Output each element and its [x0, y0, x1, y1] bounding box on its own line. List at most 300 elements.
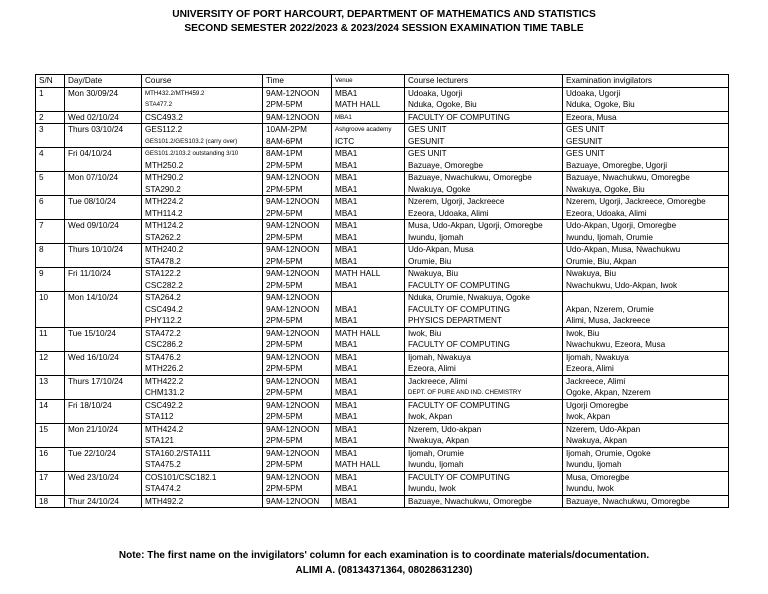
cell-invigilators-line: Nwakuya, Ogoke, Biu — [566, 184, 645, 194]
cell-sn: 10 — [36, 292, 65, 328]
cell-venue — [332, 292, 405, 328]
cell-invigilators-line: Udo-Akpan, Musa, Nwachukwu — [566, 245, 681, 254]
cell-lecturers — [405, 327, 563, 351]
column-header-sn: S/N — [36, 75, 65, 88]
cell-time — [263, 124, 332, 148]
cell-lecturers-line: DEPT. OF PURE AND IND. CHEMISTRY — [408, 389, 522, 396]
cell-course-line: STA262.2 — [145, 232, 181, 242]
cell-course-line: STA476.2 — [145, 352, 181, 362]
cell-time — [263, 327, 332, 351]
cell-course-line: STA112 — [145, 412, 174, 421]
cell-sn: 8 — [36, 244, 65, 268]
cell-venue-line: MBA1 — [335, 316, 358, 325]
cell-time-line: 2PM-5PM — [266, 256, 303, 266]
cell-venue-line: MATH HALL — [335, 328, 381, 338]
table-row — [36, 447, 729, 471]
cell-venue-line: MBA1 — [335, 424, 358, 434]
cell-lecturers-line: FACULTY OF COMPUTING — [408, 112, 511, 122]
cell-venue-line: MATH HALL — [335, 269, 381, 278]
cell-lecturers-line: Nwakuya, Ogoke — [408, 184, 471, 194]
cell-invigilators-line: Musa, Omoregbe — [566, 472, 630, 482]
cell-lecturers-line: Nwakuya, Akpan — [408, 436, 469, 445]
cell-venue — [332, 423, 405, 447]
cell-invigilators-line: Iwok, Akpan — [566, 412, 611, 421]
cell-venue-line: MBA1 — [335, 304, 358, 314]
table-row — [36, 375, 729, 399]
cell-course-line: CSC286.2 — [145, 340, 183, 349]
table-row — [36, 244, 729, 268]
cell-time-line: 2PM-5PM — [266, 100, 303, 109]
cell-lecturers-line: Iwok, Biu — [408, 328, 442, 338]
cell-venue-line: MATH HALL — [335, 460, 381, 469]
table-header-row — [36, 75, 729, 88]
cell-time-line: 2PM-5PM — [266, 184, 303, 194]
cell-lecturers-line: Bazuaye, Nwachukwu, Omoregbe — [408, 496, 532, 506]
cell-course — [142, 375, 263, 399]
cell-date: Mon 30/09/24 — [65, 87, 142, 111]
cell-course-line: STA477.2 — [145, 101, 173, 108]
cell-invigilators-line: Ezeora, Alimi — [566, 364, 614, 373]
table-row — [36, 148, 729, 172]
cell-venue-line: MBA1 — [335, 496, 358, 506]
cell-sn: 13 — [36, 375, 65, 399]
cell-course-line: MTH432.2/MTH459.2 — [145, 89, 205, 97]
cell-course — [142, 124, 263, 148]
table-row — [36, 423, 729, 447]
cell-time — [263, 423, 332, 447]
cell-venue-line: MBA1 — [335, 197, 358, 206]
cell-course — [142, 148, 263, 172]
table-row — [36, 124, 729, 148]
cell-date: Wed 16/10/24 — [65, 351, 142, 375]
cell-course-line: STA264.2 — [145, 293, 181, 302]
cell-time-line: 2PM-5PM — [266, 388, 303, 397]
cell-invigilators — [563, 351, 729, 375]
cell-invigilators-line: Ijomah, Orumie, Ogoke — [566, 448, 651, 458]
cell-invigilators-line: Orumie, Biu, Akpan — [566, 256, 637, 266]
cell-sn: 4 — [36, 148, 65, 172]
cell-course-line: STA121 — [145, 436, 174, 445]
cell-course — [142, 111, 263, 124]
column-header-date: Day/Date — [65, 75, 142, 88]
cell-lecturers-line: Ijomah, Orumie — [408, 448, 464, 458]
cell-course-line: PHY112.2 — [145, 316, 182, 325]
cell-time — [263, 148, 332, 172]
cell-course-line: GES101.2/GES103.2 (carry over) — [145, 137, 238, 145]
cell-sn: 17 — [36, 471, 65, 495]
cell-invigilators — [563, 471, 729, 495]
cell-lecturers — [405, 375, 563, 399]
table-row — [36, 351, 729, 375]
cell-course — [142, 220, 263, 244]
cell-course-line: CSC494.2 — [145, 304, 183, 314]
cell-venue-line: Ashgroove academy — [335, 126, 392, 133]
cell-invigilators — [563, 220, 729, 244]
cell-course — [142, 172, 263, 196]
cell-invigilators-line: Nwakuya, Biu — [566, 269, 617, 278]
cell-invigilators — [563, 495, 729, 508]
cell-time-line: 2PM-5PM — [266, 364, 303, 373]
cell-lecturers-line: Iwundu, Iwok — [408, 484, 456, 493]
cell-invigilators-line: Udoaka, Ugorji — [566, 88, 621, 98]
cell-invigilators-line: Nduka, Ogoke, Biu — [566, 100, 635, 109]
cell-venue-line — [335, 292, 404, 304]
cell-venue — [332, 244, 405, 268]
cell-time — [263, 351, 332, 375]
cell-venue — [332, 471, 405, 495]
cell-sn: 18 — [36, 495, 65, 508]
cell-venue-line: MBA1 — [335, 436, 358, 445]
cell-venue-line: MBA1 — [335, 88, 358, 98]
cell-course — [142, 423, 263, 447]
cell-lecturers-line: Udo-Akpan, Musa — [408, 245, 474, 254]
cell-sn: 14 — [36, 399, 65, 423]
cell-time — [263, 244, 332, 268]
cell-venue-line: MBA1 — [335, 221, 358, 230]
cell-time-line: 2PM-5PM — [266, 412, 303, 421]
cell-time-line: 9AM-12NOON — [266, 352, 320, 362]
cell-lecturers-line: GES UNIT — [408, 125, 447, 134]
cell-invigilators-line: GES UNIT — [566, 125, 605, 134]
cell-invigilators — [563, 268, 729, 292]
cell-venue — [332, 351, 405, 375]
cell-course-line: CHM131.2 — [145, 388, 185, 397]
cell-time-line: 9AM-12NOON — [266, 448, 320, 458]
cell-course-line: MTH424.2 — [145, 424, 184, 434]
cell-time-line: 2PM-5PM — [266, 316, 303, 325]
table-row — [36, 495, 729, 508]
column-header-invigilators: Examination invigilators — [563, 75, 729, 88]
cell-venue — [332, 268, 405, 292]
cell-time — [263, 268, 332, 292]
cell-invigilators-line: Ezeora, Musa — [566, 112, 617, 122]
cell-venue-line: MBA1 — [335, 472, 358, 482]
cell-course-line: STA478.2 — [145, 256, 181, 266]
cell-date: Wed 23/10/24 — [65, 471, 142, 495]
cell-invigilators-line: Udo-Akpan, Ugorji, Omoregbe — [566, 221, 677, 230]
column-header-lecturers: Course lecturers — [405, 75, 563, 88]
cell-venue-line: MBA1 — [335, 256, 358, 266]
cell-venue-line: MBA1 — [335, 352, 358, 362]
cell-time-line: 9AM-12NOON — [266, 304, 320, 314]
cell-course-line: STA475.2 — [145, 460, 181, 469]
column-header-venue: Venue — [332, 75, 405, 88]
cell-time-line: 2PM-5PM — [266, 460, 303, 469]
cell-course — [142, 268, 263, 292]
cell-time-line: 9AM-12NOON — [266, 197, 320, 206]
table-row — [36, 220, 729, 244]
cell-date: Thur 24/10/24 — [65, 495, 142, 508]
cell-course-line: MTH492.2 — [145, 496, 184, 506]
cell-time-line: 9AM-12NOON — [266, 400, 320, 410]
cell-lecturers — [405, 471, 563, 495]
cell-course — [142, 447, 263, 471]
cell-invigilators — [563, 399, 729, 423]
cell-lecturers — [405, 148, 563, 172]
cell-course — [142, 327, 263, 351]
cell-venue — [332, 220, 405, 244]
cell-invigilators-line — [566, 292, 728, 304]
cell-time-line: 2PM-5PM — [266, 160, 303, 170]
cell-date: Thurs 10/10/24 — [65, 244, 142, 268]
cell-invigilators-line: Bazuaye, Omoregbe, Ugorji — [566, 160, 668, 170]
cell-lecturers — [405, 495, 563, 508]
cell-date: Fri 04/10/24 — [65, 148, 142, 172]
cell-invigilators-line: Iwundu, Ijomah — [566, 460, 622, 469]
cell-invigilators — [563, 327, 729, 351]
cell-course-line: CSC492.2 — [145, 400, 183, 410]
cell-sn: 15 — [36, 423, 65, 447]
cell-date: Tue 22/10/24 — [65, 447, 142, 471]
cell-lecturers — [405, 423, 563, 447]
cell-time-line: 2PM-5PM — [266, 232, 303, 242]
cell-time-line: 9AM-12NOON — [266, 221, 320, 230]
cell-sn: 1 — [36, 87, 65, 111]
table-row — [36, 292, 729, 328]
cell-time-line: 9AM-12NOON — [266, 496, 320, 506]
cell-lecturers — [405, 111, 563, 124]
cell-time — [263, 292, 332, 328]
cell-course-line: MTH422.2 — [145, 376, 184, 386]
cell-lecturers — [405, 244, 563, 268]
cell-course-line: MTH124.2 — [145, 221, 184, 230]
cell-invigilators-line: Ezeora, Udoaka, Alimi — [566, 208, 647, 218]
cell-invigilators-line: Akpan, Nzerem, Orumie — [566, 304, 654, 314]
cell-invigilators-line: Ijomah, Nwakuya — [566, 352, 629, 362]
cell-time-line: 2PM-5PM — [266, 208, 303, 218]
cell-lecturers — [405, 87, 563, 111]
cell-course — [142, 471, 263, 495]
cell-course — [142, 87, 263, 111]
cell-venue — [332, 124, 405, 148]
cell-date: Mon 21/10/24 — [65, 423, 142, 447]
cell-lecturers-line: Jackreece, Alimi — [408, 376, 468, 386]
table-row — [36, 111, 729, 124]
cell-sn: 5 — [36, 172, 65, 196]
cell-venue-line: MBA1 — [335, 400, 358, 410]
cell-venue — [332, 111, 405, 124]
exam-timetable — [35, 74, 729, 508]
cell-time — [263, 447, 332, 471]
table-row — [36, 327, 729, 351]
cell-time-line: 8AM-1PM — [266, 149, 303, 158]
cell-venue — [332, 87, 405, 111]
cell-venue-line: MBA1 — [335, 149, 358, 158]
cell-date: Fri 11/10/24 — [65, 268, 142, 292]
cell-course-line: MTH226.2 — [145, 364, 184, 373]
cell-lecturers-line: Nzerem, Udo-akpan — [408, 424, 482, 434]
cell-lecturers-line: Iwundu, Ijomah — [408, 232, 464, 242]
cell-venue-line: MBA1 — [335, 448, 358, 458]
cell-course-line: MTH224.2 — [145, 197, 184, 206]
cell-lecturers — [405, 399, 563, 423]
cell-course — [142, 495, 263, 508]
cell-date: Fri 18/10/24 — [65, 399, 142, 423]
cell-lecturers-line: FACULTY OF COMPUTING — [408, 304, 511, 314]
cell-course-line: COS101/CSC182.1 — [145, 472, 217, 482]
footer-signature: ALIMI A. (08134371364, 08028631230) — [295, 565, 473, 576]
cell-lecturers-line: GES UNIT — [408, 149, 447, 158]
cell-invigilators — [563, 292, 729, 328]
cell-invigilators-line: Nzerem, Udo-Akpan — [566, 424, 641, 434]
cell-time — [263, 495, 332, 508]
cell-time-line: 8AM-6PM — [266, 136, 303, 146]
cell-lecturers-line: FACULTY OF COMPUTING — [408, 340, 511, 349]
cell-date: Wed 09/10/24 — [65, 220, 142, 244]
cell-time-line: 9AM-12NOON — [266, 173, 320, 182]
cell-invigilators — [563, 375, 729, 399]
cell-time — [263, 375, 332, 399]
cell-invigilators-line: Bazuaye, Nwachukwu, Omoregbe — [566, 496, 690, 506]
cell-time-line: 2PM-5PM — [266, 436, 303, 445]
table-row — [36, 268, 729, 292]
cell-invigilators — [563, 111, 729, 124]
cell-venue-line: MBA1 — [335, 340, 358, 349]
cell-venue — [332, 172, 405, 196]
cell-lecturers-line: Bazuaye, Omoregbe — [408, 160, 484, 170]
cell-time — [263, 172, 332, 196]
cell-invigilators-line: GES UNIT — [566, 149, 605, 158]
cell-invigilators-line: Iwundu, Iwok — [566, 484, 614, 493]
cell-lecturers-line: Iwundu, Ijomah — [408, 460, 464, 469]
cell-invigilators — [563, 196, 729, 220]
cell-invigilators-line: Iwok, Biu — [566, 328, 600, 338]
cell-lecturers — [405, 268, 563, 292]
cell-venue-line: MATH HALL — [335, 100, 381, 109]
cell-time-line: 2PM-5PM — [266, 484, 303, 493]
cell-venue — [332, 447, 405, 471]
cell-course-line: STA160.2/STA111 — [145, 448, 211, 458]
cell-lecturers-line: Bazuaye, Nwachukwu, Omoregbe — [408, 173, 532, 182]
cell-sn: 9 — [36, 268, 65, 292]
cell-date: Wed 02/10/24 — [65, 111, 142, 124]
cell-sn: 2 — [36, 111, 65, 124]
cell-course — [142, 196, 263, 220]
cell-venue-line: ICTC — [335, 136, 355, 146]
cell-lecturers-line: Iwok, Akpan — [408, 412, 453, 421]
cell-venue-line: MBA1 — [335, 160, 358, 170]
cell-time — [263, 111, 332, 124]
cell-lecturers-line: Ezeora, Udoaka, Alimi — [408, 208, 489, 218]
cell-lecturers-line: Orumie, Biu — [408, 256, 452, 266]
cell-course — [142, 292, 263, 328]
cell-date: Mon 14/10/24 — [65, 292, 142, 328]
cell-time-line: 9AM-12NOON — [266, 328, 320, 338]
cell-invigilators-line: Nwachukwu, Ezeora, Musa — [566, 340, 666, 349]
cell-time-line: 9AM-12NOON — [266, 88, 320, 98]
cell-course-line: GES101.2/103.2 outstanding 3/10 — [145, 150, 239, 157]
cell-course-line: MTH290.2 — [145, 173, 184, 182]
cell-course-line: GES112.2 — [145, 125, 183, 134]
cell-time — [263, 471, 332, 495]
cell-time-line: 10AM-2PM — [266, 125, 307, 134]
cell-date: Thurs 17/10/24 — [65, 375, 142, 399]
cell-lecturers-line: Ezeora, Alimi — [408, 364, 456, 373]
table-row — [36, 87, 729, 111]
cell-invigilators-line: Ugorji Omoregbe — [566, 400, 629, 410]
cell-invigilators-line: Nwachukwu, Udo-Akpan, Iwok — [566, 280, 678, 290]
cell-lecturers — [405, 292, 563, 328]
cell-time — [263, 220, 332, 244]
cell-venue-line: MBA1 — [335, 364, 358, 373]
cell-venue — [332, 495, 405, 508]
cell-invigilators — [563, 124, 729, 148]
cell-date: Thurs 03/10/24 — [65, 124, 142, 148]
cell-course-line: STA472.2 — [145, 328, 181, 338]
cell-invigilators — [563, 423, 729, 447]
cell-time-line: 9AM-12NOON — [266, 269, 320, 278]
cell-course-line: CSC282.2 — [145, 280, 183, 290]
cell-invigilators-line: Nzerem, Ugorji, Jackreece, Omoregbe — [566, 197, 706, 206]
table-row — [36, 196, 729, 220]
cell-lecturers — [405, 172, 563, 196]
table-row — [36, 399, 729, 423]
cell-venue-line: MBA1 — [335, 232, 358, 242]
cell-venue — [332, 375, 405, 399]
cell-sn: 12 — [36, 351, 65, 375]
cell-venue-line: MBA1 — [335, 245, 358, 254]
footer-note: Note: The first name on the invigilators' column for each examination is to coordinate materials/documentation. — [118, 550, 650, 561]
cell-lecturers-line: Udoaka, Ugorji — [408, 88, 463, 98]
cell-lecturers-line: PHYSICS DEPARTMENT — [408, 316, 502, 325]
cell-invigilators-line: Nwakuya, Akpan — [566, 436, 627, 445]
cell-sn: 3 — [36, 124, 65, 148]
cell-sn: 11 — [36, 327, 65, 351]
cell-time-line: 9AM-12NOON — [266, 112, 320, 122]
cell-lecturers — [405, 447, 563, 471]
cell-invigilators — [563, 148, 729, 172]
cell-venue — [332, 148, 405, 172]
cell-time — [263, 196, 332, 220]
cell-course-line: STA122.2 — [145, 269, 181, 278]
cell-lecturers-line: Nzerem, Ugorji, Jackreece — [408, 197, 505, 206]
cell-time-line: 9AM-12NOON — [266, 293, 320, 302]
cell-lecturers — [405, 220, 563, 244]
cell-lecturers-line: Musa, Udo-Akpan, Ugorji, Omoregbe — [408, 221, 543, 230]
document-title: UNIVERSITY OF PORT HARCOURT, DEPARTMENT OF MATHEMATICS AND STATISTICS — [172, 9, 596, 20]
cell-course-line: MTH250.2 — [145, 160, 184, 170]
cell-time-line: 2PM-5PM — [266, 340, 303, 349]
cell-sn: 7 — [36, 220, 65, 244]
cell-invigilators-line: GESUNIT — [566, 136, 603, 146]
cell-time-line: 9AM-12NOON — [266, 472, 320, 482]
cell-course-line: CSC493.2 — [145, 112, 183, 122]
cell-course-line: STA474.2 — [145, 484, 181, 493]
cell-lecturers-line: Ijomah, Nwakuya — [408, 352, 471, 362]
document-subtitle: SECOND SEMESTER 2022/2023 & 2023/2024 SESSION EXAMINATION TIME TABLE — [184, 23, 584, 34]
cell-venue-line: MBA1 — [335, 484, 358, 493]
cell-lecturers-line: GESUNIT — [408, 136, 445, 146]
table-row — [36, 471, 729, 495]
cell-course — [142, 351, 263, 375]
cell-time — [263, 87, 332, 111]
cell-sn: 16 — [36, 447, 65, 471]
cell-time — [263, 399, 332, 423]
cell-course — [142, 244, 263, 268]
cell-time-line: 9AM-12NOON — [266, 245, 320, 254]
column-header-course: Course — [142, 75, 263, 88]
cell-lecturers-line: Nduka, Ogoke, Biu — [408, 100, 477, 109]
cell-venue — [332, 399, 405, 423]
cell-venue-line: MBA1 — [335, 376, 358, 386]
cell-time-line: 9AM-12NOON — [266, 424, 320, 434]
cell-invigilators — [563, 244, 729, 268]
cell-venue — [332, 196, 405, 220]
cell-sn: 6 — [36, 196, 65, 220]
cell-lecturers — [405, 351, 563, 375]
cell-lecturers-line: FACULTY OF COMPUTING — [408, 280, 511, 290]
cell-date: Tue 08/10/24 — [65, 196, 142, 220]
